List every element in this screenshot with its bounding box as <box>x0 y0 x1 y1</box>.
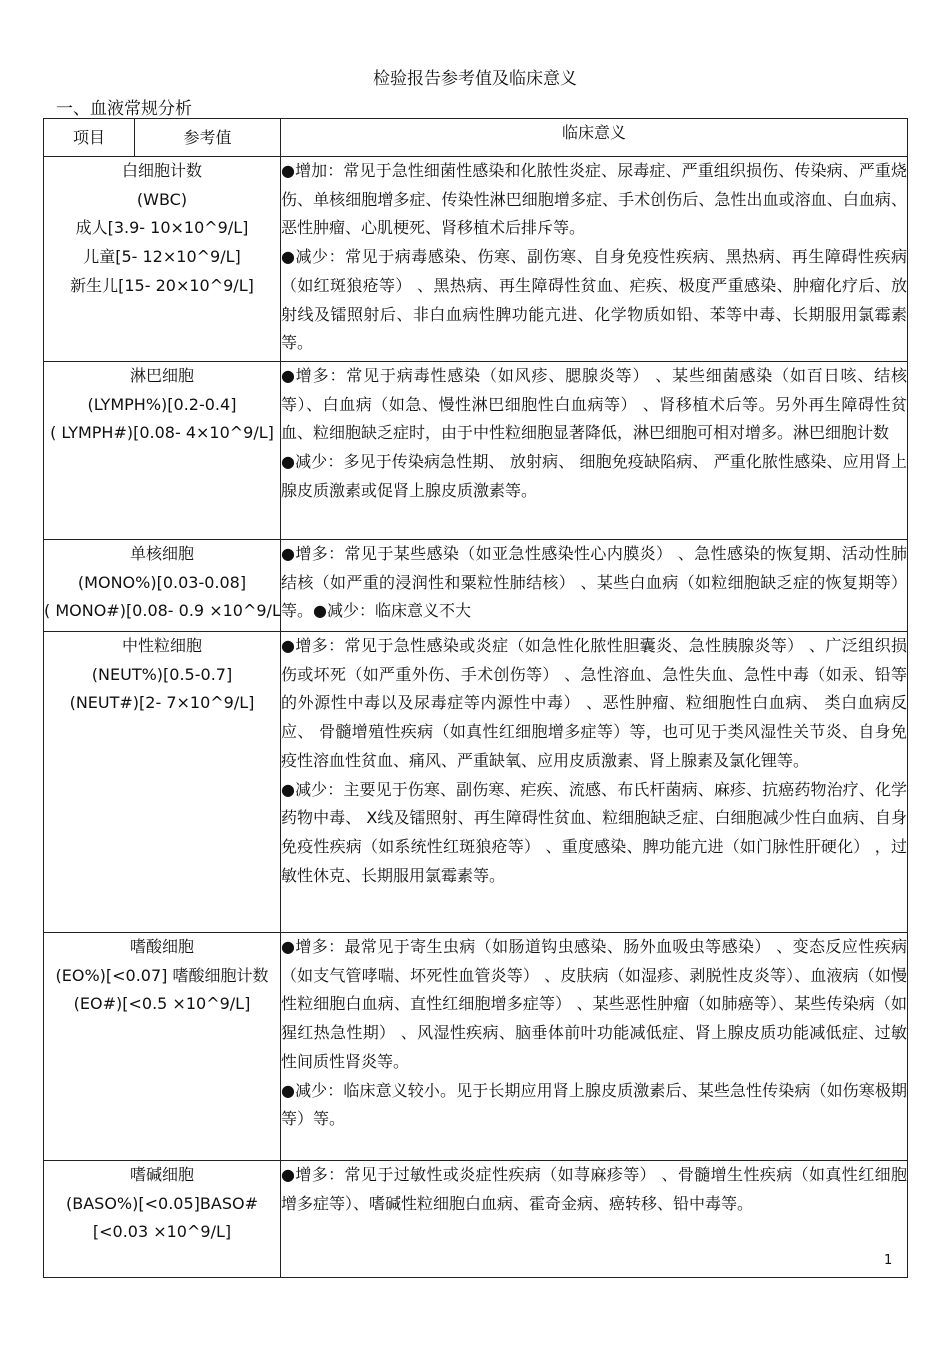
clinical-meaning-paragraph: ●减少：多见于传染病急性期、 放射病、 细胞免疫缺陷病、 严重化脓性感染、应用肾上腺皮质激素或促肾上腺皮质激素等。 <box>281 452 907 500</box>
header-left-cell <box>44 119 281 157</box>
reference-cell <box>44 632 281 933</box>
reference-line: (LYMPH%)[0.2-0.4] <box>87 394 237 414</box>
clinical-meaning-paragraph: ●增多：常见于过敏性或炎症性疾病（如荨麻疹等） 、骨髓增生性疾病（如真性红细胞增多症等）、嗜碱性粒细胞白血病、霍奇金病、癌转移、铅中毒等。 <box>281 1165 907 1213</box>
reference-line: (NEUT#)[2- 7×10^9/L] <box>69 693 255 713</box>
clinical-meaning-paragraph: ●增多：常见于某些感染（如亚急性感染性心内膜炎） 、急性感染的恢复期、活动性肺结核（如严重的浸润性和粟粒性肺结核） 、某些白血病（如粒细胞缺乏症的恢复期等）等。●减少：临床意义不大 <box>281 544 907 621</box>
reference-line: [<0.03 ×10^9/L] <box>92 1222 232 1242</box>
reference-line: (EO%)[<0.07] 嗜酸细胞计数 <box>55 965 269 985</box>
reference-line: (BASO%)[<0.05]BASO# <box>66 1193 258 1213</box>
clinical-meaning-cell <box>281 632 908 933</box>
reference-line: ( MONO#)[0.08- 0.9 ×10^9/L <box>44 601 281 621</box>
reference-table <box>43 118 908 1278</box>
table-row <box>44 933 908 1161</box>
reference-line: 中性粒细胞 <box>121 636 202 655</box>
header-meaning: 临床意义 <box>281 119 908 157</box>
reference-line: (WBC) <box>136 189 188 209</box>
reference-line: 嗜碱细胞 <box>129 1165 194 1184</box>
reference-line: 单核细胞 <box>129 544 194 563</box>
header-ref: 参考值 <box>183 128 232 147</box>
reference-line: ( LYMPH#)[0.08- 4×10^9/L] <box>50 423 274 443</box>
reference-cell <box>44 1161 281 1278</box>
clinical-meaning-cell <box>281 362 908 540</box>
clinical-meaning-paragraph: ●减少：常见于病毒感染、伤寒、副伤寒、自身免疫性疾病、黑热病、再生障碍性疾病（如红斑狼疮等） 、黑热病、再生障碍性贫血、疟疾、极度严重感染、肿瘤化疗后、放射线及镭照射后、非白血病性脾功能亢进、化学物质如铅、苯等中毒、长期服用氯霉素等。 <box>281 247 907 353</box>
reference-line: 白细胞计数 <box>121 161 202 180</box>
reference-cell <box>44 933 281 1161</box>
clinical-meaning-paragraph: ●增加：常见于急性细菌性感染和化脓性炎症、尿毒症、严重组织损伤、传染病、严重烧伤、单核细胞增多症、传染性淋巴细胞增多症、手术创伤后、急性出血或溶血、白血病、恶性肿瘤、心肌梗死、肾移植术后排斥等。 <box>281 161 907 238</box>
clinical-meaning-paragraph: ●增多：常见于急性感染或炎症（如急性化脓性胆囊炎、急性胰腺炎等） 、广泛组织损伤或坏死（如严重外伤、手术创伤等） 、急性溶血、急性失血、急性中毒（如汞、铅等的外源性中毒以及尿毒症等内源性中毒） 、恶性肿瘤、粒细胞性白血病、 类白血病反应、 骨髓增殖性疾病（如真性红细胞增多症等）等，也可见于类风湿性关节炎、自身免疫性溶血性贫血、痛风、严重缺氧、应用皮质激素、肾上腺素及氯化锂等。 <box>281 636 907 770</box>
clinical-meaning-cell <box>281 1161 908 1278</box>
table-row <box>44 632 908 933</box>
table-header-row <box>44 119 908 157</box>
table-row <box>44 540 908 632</box>
reference-line: (NEUT%)[0.5-0.7] <box>91 664 233 684</box>
reference-line: 淋巴细胞 <box>129 366 194 385</box>
clinical-meaning-cell <box>281 933 908 1161</box>
reference-line: 儿童[5- 12×10^9/L] <box>83 247 241 267</box>
table-row <box>44 157 908 362</box>
reference-line: 成人[3.9- 10×10^9/L] <box>75 218 249 238</box>
clinical-meaning-paragraph: ●增多：常见于病毒性感染（如风疹、腮腺炎等） 、某些细菌感染（如百日咳、结核等）、白血病（如急、慢性淋巴细胞性白血病等） 、肾移植术后等。另外再生障碍性贫血、粒细胞缺乏症时，由于中性粒细胞显著降低，淋巴细胞可相对增多。淋巴细胞计数 <box>281 366 907 443</box>
clinical-meaning-paragraph: ●减少：临床意义较小。见于长期应用肾上腺皮质激素后、某些急性传染病（如伤寒极期等）等。 <box>281 1080 907 1129</box>
reference-line: 嗜酸细胞 <box>129 937 194 956</box>
clinical-meaning-paragraph: ●增多：最常见于寄生虫病（如肠道钩虫感染、肠外血吸虫等感染） 、变态反应性疾病（如支气管哮喘、坏死性血管炎等） 、皮肤病（如湿疹、剥脱性皮炎等）、血液病（如慢性粒细胞白血病、直性红细胞增多症等） 、某些恶性肿瘤（如肺癌等）、某些传染病（如猩红热急性期） 、风湿性疾病、脑垂体前叶功能减低症、肾上腺皮质功能减低症、过敏性间质性肾炎等。 <box>281 937 907 1071</box>
table-row <box>44 1161 908 1278</box>
page-title: 检验报告参考值及临床意义 <box>373 69 577 89</box>
reference-cell <box>44 157 281 362</box>
reference-cell <box>44 362 281 540</box>
page-number: 1 <box>884 1253 893 1268</box>
table-row <box>44 362 908 540</box>
reference-line: (MONO%)[0.03-0.08] <box>77 572 247 592</box>
reference-cell <box>44 540 281 632</box>
reference-line: 新生儿[15- 20×10^9/L] <box>70 275 254 295</box>
clinical-meaning-cell <box>281 540 908 632</box>
section-heading: 一、血液常规分析 <box>56 99 192 119</box>
clinical-meaning-cell <box>281 157 908 362</box>
header-item: 项目 <box>44 119 135 156</box>
reference-line: (EO#)[<0.5 ×10^9/L] <box>73 994 251 1014</box>
clinical-meaning-paragraph: ●减少：主要见于伤寒、副伤寒、疟疾、流感、布氏杆菌病、麻疹、抗癌药物治疗、化学药物中毒、 X线及镭照射、再生障碍性贫血、粒细胞缺乏症、白细胞减少性白血病、自身免疫性疾病（如系统性红斑狼疮等） 、重度感染、脾功能亢进（如门脉性肝硬化） ，过敏性休克、长期服用氯霉素等。 <box>281 779 907 885</box>
